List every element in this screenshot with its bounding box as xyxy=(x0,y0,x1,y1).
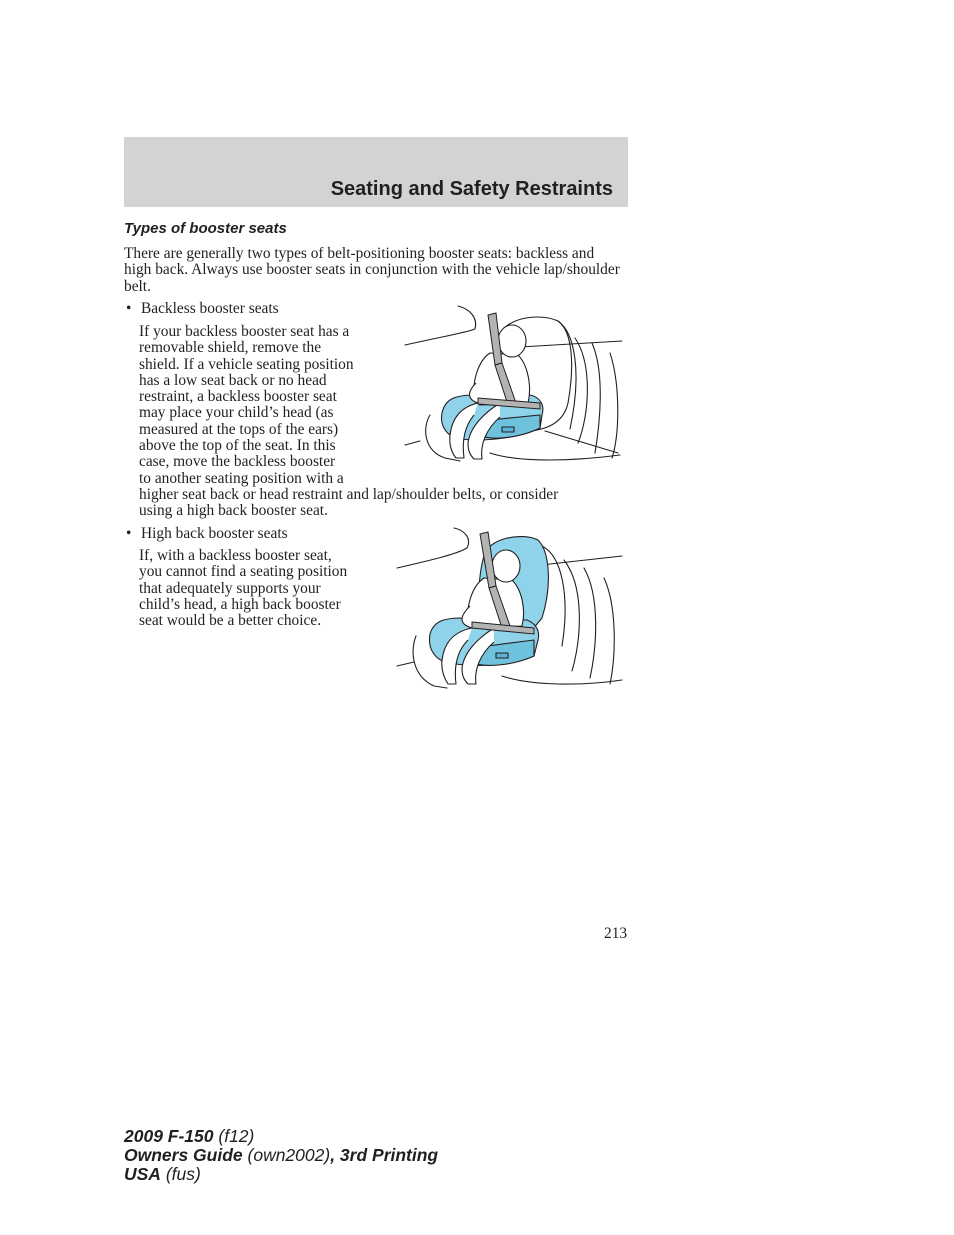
bullet-marker: • xyxy=(126,525,132,542)
description-line: shield. If a vehicle seating position xyxy=(139,355,354,373)
page-number: 213 xyxy=(604,925,628,942)
high-back-booster-illustration xyxy=(392,526,625,690)
bullet-label: High back booster seats xyxy=(141,525,288,542)
description-line: you cannot find a seating position xyxy=(139,563,348,581)
description-line: may place your child’s head (as xyxy=(139,404,334,422)
section-heading: Types of booster seats xyxy=(124,220,287,237)
description-line: removable shield, remove the xyxy=(139,339,322,357)
description-line: seat would be a better choice. xyxy=(139,612,322,630)
bullet-backless xyxy=(126,300,279,317)
intro-line: and high back. Always use booster seats in conjunction with the vehicle xyxy=(124,245,595,279)
footer-line-1 xyxy=(124,1127,438,1146)
backless-booster-illustration xyxy=(400,303,625,463)
description-line: to another seating position with a xyxy=(139,469,344,487)
description-line: that adequately supports your xyxy=(139,579,321,597)
footer-line-3 xyxy=(124,1165,438,1184)
description-line: If your backless booster seat has a xyxy=(139,323,350,340)
description-line: has a low seat back or no head xyxy=(139,371,327,389)
description-line: If, with a backless booster seat, xyxy=(139,547,332,564)
footer-edition-info xyxy=(124,1127,438,1184)
description-line: higher seat back or head restraint and lap/shoulder belts, or consider xyxy=(139,485,559,503)
page-title: Seating and Safety Restraints xyxy=(330,178,613,200)
description-line: child’s head, a high back booster xyxy=(139,595,341,613)
description-line: using a high back booster seat. xyxy=(139,502,328,520)
description-line: case, move the backless booster xyxy=(139,453,336,471)
high-back-description xyxy=(139,548,384,629)
bullet-high-back xyxy=(126,525,288,542)
description-line: restraint, a backless booster seat xyxy=(139,388,337,406)
bullet-marker: • xyxy=(126,300,132,317)
footer-guide-code: (own2002) xyxy=(242,1145,331,1165)
header-bar xyxy=(124,137,628,207)
footer-market-code: (fus) xyxy=(160,1164,201,1184)
intro-line: lap/shoulder belt. xyxy=(124,261,620,295)
footer-model-code: (f12) xyxy=(213,1126,255,1146)
footer-printing: , 3rd Printing xyxy=(330,1145,439,1165)
intro-paragraph xyxy=(124,246,624,295)
footer-model: 2009 F-150 xyxy=(124,1126,214,1146)
intro-line: There are generally two types of belt-positioning booster seats: backless xyxy=(124,245,572,262)
description-line: measured at the tops of the ears) xyxy=(139,420,339,438)
footer-market: USA xyxy=(124,1164,161,1184)
bullet-label: Backless booster seats xyxy=(141,300,279,317)
footer-line-2 xyxy=(124,1146,438,1165)
footer-guide: Owners Guide xyxy=(124,1145,243,1165)
description-line: above the top of the seat. In this xyxy=(139,437,336,455)
